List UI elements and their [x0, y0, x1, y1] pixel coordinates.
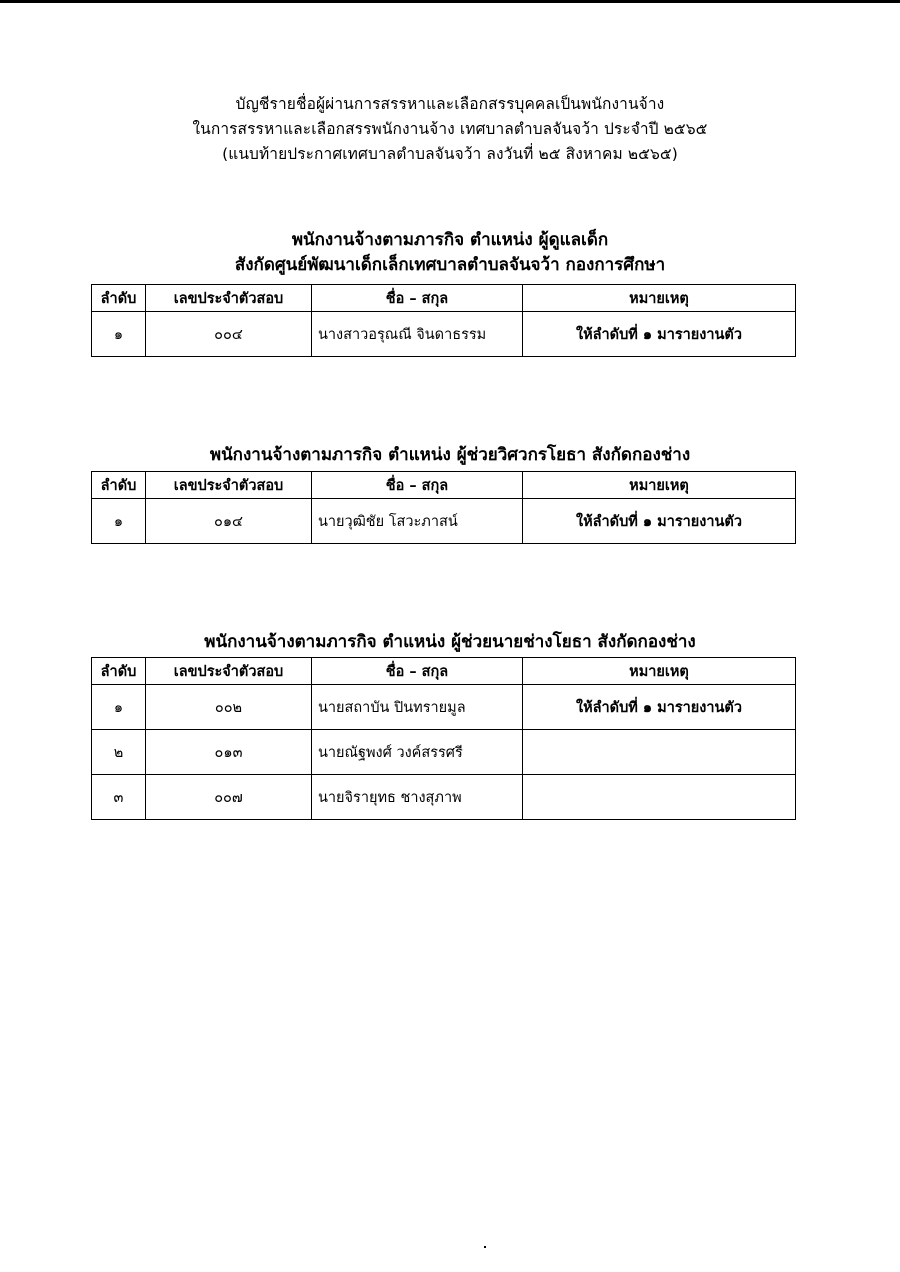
section-2-position: พนักงานจ้างตามภารกิจ ตำแหน่ง ผู้ช่วยวิศวกรโยธา สังกัดกองช่าง [209, 445, 691, 465]
row-full-name: นายสถาบัน ปินทรายมูล [312, 685, 523, 730]
table-row [92, 312, 796, 357]
document-header [0, 92, 900, 167]
section-1-affiliation: สังกัดศูนย์พัฒนาเด็กเล็กเทศบาลตำบลจันจว้า กองการศึกษา [234, 255, 666, 275]
top-border-line [0, 0, 900, 3]
header-annex-note: (แนบท้ายประกาศเทศบาลตำบลจันจว้า ลงวันที่ ๒๕ สิงหาคม ๒๕๖๕) [222, 145, 678, 163]
table-row [92, 730, 796, 775]
column-header-order: ลำดับ [92, 658, 146, 685]
column-header-name: ชื่อ – สกุล [312, 658, 523, 685]
row-remark [523, 775, 796, 820]
section-2-title [0, 443, 900, 468]
row-order: ๒ [92, 730, 146, 775]
column-header-note: หมายเหตุ [523, 472, 796, 499]
section-1-title [0, 228, 900, 278]
row-exam-code: ๐๐๗ [146, 775, 312, 820]
row-remark: ให้ลำดับที่ ๑ มารายงานตัว [523, 312, 796, 357]
table-header-row [92, 658, 796, 685]
row-full-name: นายจิรายุทธ ชางสุภาพ [312, 775, 523, 820]
header-title: บัญชีรายชื่อผู้ผ่านการสรรหาและเลือกสรรบุคคลเป็นพนักงานจ้าง [235, 95, 665, 113]
section-1-table [91, 284, 796, 357]
table-header-row [92, 285, 796, 312]
scan-speck [484, 1246, 486, 1248]
table-row [92, 499, 796, 544]
table-header-row [92, 472, 796, 499]
row-full-name: นายณัฐพงศ์ วงค์สรรศรี [312, 730, 523, 775]
row-exam-code: ๐๐๔ [146, 312, 312, 357]
header-subtitle: ในการสรรหาและเลือกสรรพนักงานจ้าง เทศบาลตำบลจันจว้า ประจำปี ๒๕๖๕ [192, 120, 708, 138]
section-2-table [91, 471, 796, 544]
row-order: ๓ [92, 775, 146, 820]
row-order: ๑ [92, 685, 146, 730]
row-remark: ให้ลำดับที่ ๑ มารายงานตัว [523, 685, 796, 730]
table-row [92, 775, 796, 820]
section-3-position: พนักงานจ้างตามภารกิจ ตำแหน่ง ผู้ช่วยนายช่างโยธา สังกัดกองช่าง [204, 632, 696, 652]
column-header-note: หมายเหตุ [523, 285, 796, 312]
column-header-order: ลำดับ [92, 472, 146, 499]
row-exam-code: ๐๑๓ [146, 730, 312, 775]
row-full-name: นายวุฒิชัย โสวะภาสน์ [312, 499, 523, 544]
row-exam-code: ๐๐๒ [146, 685, 312, 730]
column-header-code: เลขประจำตัวสอบ [146, 285, 312, 312]
column-header-code: เลขประจำตัวสอบ [146, 658, 312, 685]
table-row [92, 685, 796, 730]
column-header-order: ลำดับ [92, 285, 146, 312]
section-3-title [0, 630, 900, 655]
row-order: ๑ [92, 499, 146, 544]
row-exam-code: ๐๑๔ [146, 499, 312, 544]
row-remark [523, 730, 796, 775]
section-1-position: พนักงานจ้างตามภารกิจ ตำแหน่ง ผู้ดูแลเด็ก [291, 230, 609, 250]
row-full-name: นางสาวอรุณณี จินดาธรรม [312, 312, 523, 357]
section-3-table [91, 657, 796, 820]
column-header-name: ชื่อ – สกุล [312, 472, 523, 499]
row-order: ๑ [92, 312, 146, 357]
row-remark: ให้ลำดับที่ ๑ มารายงานตัว [523, 499, 796, 544]
column-header-name: ชื่อ – สกุล [312, 285, 523, 312]
column-header-note: หมายเหตุ [523, 658, 796, 685]
column-header-code: เลขประจำตัวสอบ [146, 472, 312, 499]
